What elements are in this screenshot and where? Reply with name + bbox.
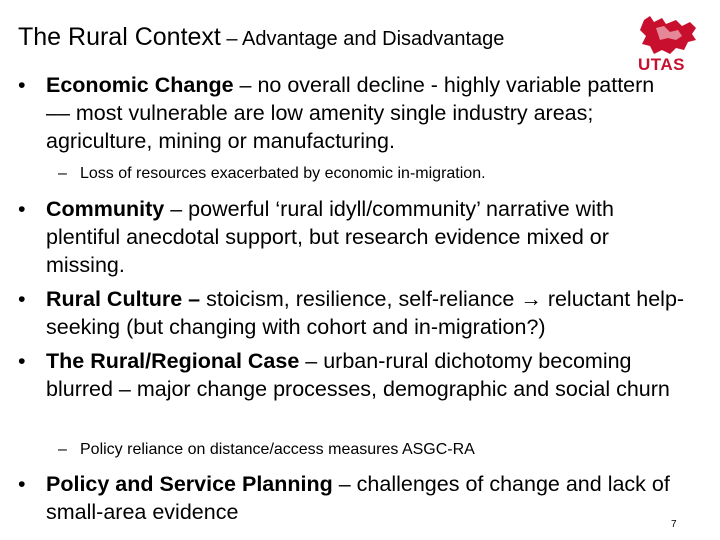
bullet-text: – urban-rural dichotomy becoming blurred – major change processes, demographic and social churn	[46, 349, 670, 401]
bullet-community	[18, 195, 683, 279]
bullet-text: – challenges of change and lack of small-area evidence	[46, 472, 670, 524]
bullet-text: stoicism, resilience, self-reliance	[200, 287, 521, 311]
bullet-dot: •	[18, 349, 26, 373]
bullet-dot: •	[18, 197, 26, 221]
bullet-dot: •	[18, 73, 26, 97]
bullet-heading: Community	[46, 197, 165, 221]
sub-bullet-text: Loss of resources exacerbated by economic in-migration.	[80, 165, 486, 182]
bullet-economic-change	[18, 71, 678, 155]
bullet-heading: Policy and Service Planning	[46, 472, 333, 496]
logo-text: UTAS	[638, 55, 686, 74]
bullet-heading: The Rural/Regional Case	[46, 349, 300, 373]
sub-bullet-text: Policy reliance on distance/access measures ASGC-RA	[80, 441, 475, 458]
bullet-text: – powerful ‘rural idyll/community’ narrative with plentiful anecdotal support, but research evidence mixed or missing.	[46, 197, 614, 277]
slide-title	[18, 24, 504, 52]
arrow-right-icon: →	[520, 287, 542, 311]
sub-bullet-dash: –	[58, 165, 67, 182]
bullet-rural-culture	[18, 285, 704, 341]
sub-bullet-dash: –	[58, 441, 67, 458]
sub-bullet-policy-reliance	[58, 440, 475, 460]
title-main: The Rural Context	[18, 23, 221, 51]
bullet-rural-regional-case	[18, 347, 703, 403]
title-sub: – Advantage and Disadvantage	[220, 28, 505, 50]
bullet-policy-service-planning	[18, 470, 678, 526]
bullet-heading: Rural Culture –	[46, 287, 201, 311]
bullet-text: – no overall decline - highly variable pattern –– most vulnerable are low amenity single industry areas; agriculture, mining or manufacturing.	[46, 73, 655, 153]
sub-bullet-resources	[58, 164, 486, 184]
bullet-dot: •	[18, 472, 26, 496]
utas-logo	[636, 14, 702, 76]
slide-number: 7	[671, 519, 677, 530]
bullet-text-continued: reluctant help-seeking (but changing with cohort and in-migration?)	[46, 287, 685, 339]
bullet-heading: Economic Change	[46, 73, 234, 97]
bullet-dot: •	[18, 287, 26, 311]
